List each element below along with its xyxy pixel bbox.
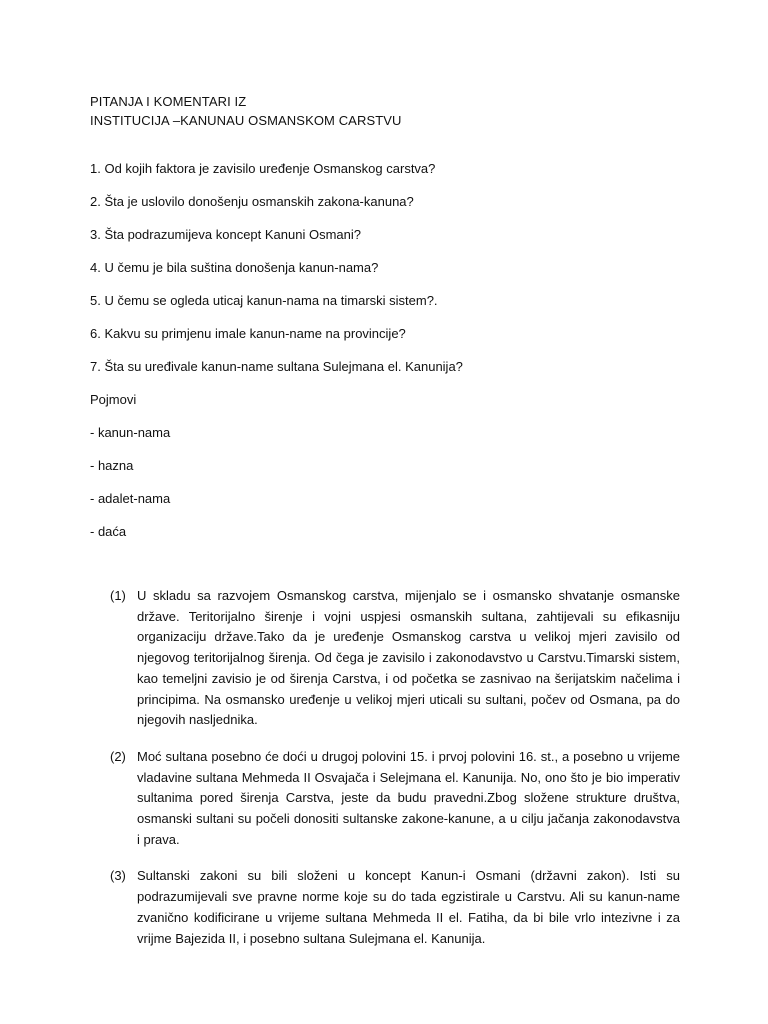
answer-number: (2) bbox=[110, 748, 126, 764]
question-item: 2. Šta je uslovilo donošenju osmanskih zakona-kanuna? bbox=[90, 194, 414, 209]
terms-list bbox=[90, 424, 170, 556]
question-item: 5. U čemu se ogleda uticaj kanun-nama na timarski sistem?. bbox=[90, 293, 438, 308]
heading-line-2: INSTITUCIJA –KANUNAU OSMANSKOM CARSTVU bbox=[90, 113, 402, 128]
question-item: 3. Šta podrazumijeva koncept Kanuni Osmani? bbox=[90, 227, 361, 242]
question-item: 6. Kakvu su primjenu imale kanun-name na provincije? bbox=[90, 326, 406, 341]
document-heading bbox=[90, 92, 402, 130]
answer-item bbox=[110, 866, 680, 949]
questions-list bbox=[90, 160, 463, 391]
answer-item bbox=[110, 586, 680, 731]
terms-title: Pojmovi bbox=[90, 392, 137, 407]
answer-text: Moć sultana posebno će doći u drugoj polovini 15. i prvoj polovini 16. st., a posebno u vrijeme vladavine sultana Mehmeda II Osvajača i Selejmana el. Kanunija. No, ono što je bio imperativ sultanima pored širenja Carstva, jeste da budu pravedni.Zbog složene strukture društva, osmanski sultani su počeli donositi sultanske zakone-kanune, a u cilju jačanja zakonodavstva i prava. bbox=[137, 748, 680, 847]
answer-number: (1) bbox=[110, 588, 126, 603]
answer-text: U skladu sa razvojem Osmanskog carstva, mijenjalo se i osmansko shvatanje osmanske države. Teritorijalno širenje i vojni uspjesi osmanskih sultana, zahtijevali su efikasniju organizaciju države.Tako da je uređenje Osmanskog carstva u velikoj mjeri zavisilo od njegovog teritorijalnog širenja. Od čega je zavisilo i zakonodavstvo u Carstvu.Timarski sistem, kao temeljni zavisio je od širenja Carstva, i od početka se zasnivao na šerijatskim načelima i principima. Na osmansko uređenje u velikoj mjeri uticali su sultani, počev od Osmana, pa do njegovih nasljednika. bbox=[137, 588, 680, 728]
question-item: 4. U čemu je bila suština donošenja kanun-nama? bbox=[90, 260, 379, 275]
answer-text: Sultanski zakoni su bili složeni u koncept Kanun-i Osmani (državni zakon). Isti su podrazumijevali sve pravne norme koje su do tada egzistirale u Carstvu. Ali su kanun-name zvanično kodificirane u vrijeme sultana Mehmeda II el. Fatiha, da bi bile vrlo intezivne i za vrijme Bajezida II, i posebno sultana Sulejmana el. Kanunija. bbox=[137, 868, 680, 946]
question-item: 7. Šta su uređivale kanun-name sultana Sulejmana el. Kanunija? bbox=[90, 359, 463, 374]
term-item: - hazna bbox=[90, 458, 134, 473]
heading-line-1: PITANJA I KOMENTARI IZ bbox=[90, 94, 247, 109]
answer-number: (3) bbox=[110, 868, 126, 884]
question-item: 1. Od kojih faktora je zavisilo uređenje Osmanskog carstva? bbox=[90, 161, 436, 176]
term-item: - daća bbox=[90, 524, 127, 539]
answer-item bbox=[110, 747, 680, 851]
answers-list bbox=[110, 586, 680, 965]
term-item: - kanun-nama bbox=[90, 425, 171, 440]
term-item: - adalet-nama bbox=[90, 491, 171, 506]
